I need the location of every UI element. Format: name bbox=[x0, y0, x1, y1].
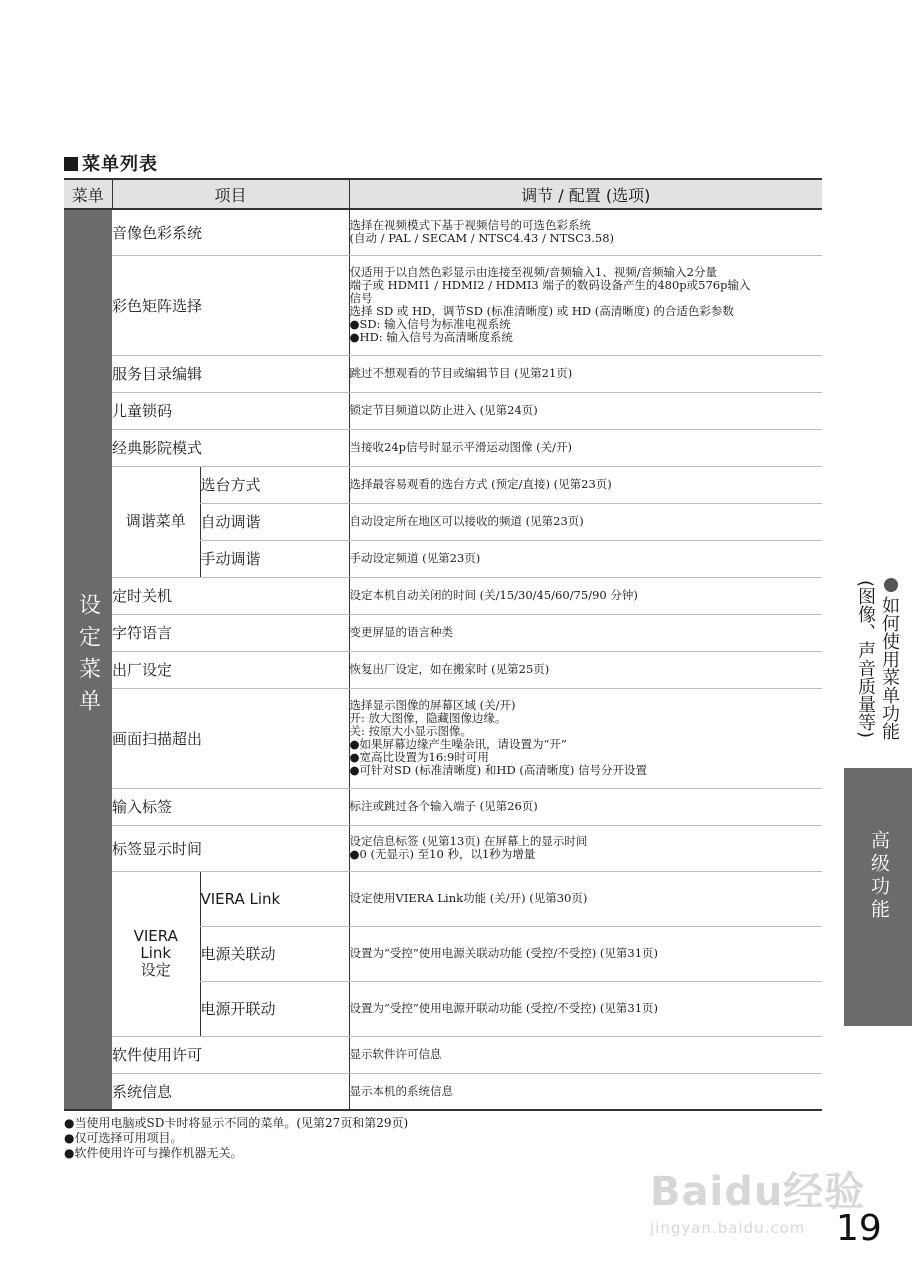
description-line: ●可针对SD (标准清晰度) 和HD (高清晰度) 信号分开设置 bbox=[349, 763, 647, 777]
menu-item: 输入标签 bbox=[112, 788, 349, 825]
menu-item: 彩色矩阵选择 bbox=[112, 255, 349, 355]
side-title-line1: 如何使用菜单功能 bbox=[879, 596, 900, 740]
description-line: 选择 SD 或 HD，调节SD (标准清晰度) 或 HD (高清晰度) 的合适色彩参数 bbox=[349, 304, 734, 318]
setting-description bbox=[349, 466, 822, 503]
setting-description bbox=[349, 825, 822, 871]
watermark-brand: Baidu经验 bbox=[650, 1169, 866, 1215]
description-line: 信号 bbox=[349, 291, 373, 305]
description-line: 关: 按原大小显示图像。 bbox=[349, 724, 473, 738]
table-row bbox=[64, 651, 822, 688]
description-line: 开: 放大图像，隐藏图像边缘。 bbox=[349, 711, 507, 725]
description-line: ●0 (无显示) 至10 秒，以1秒为增量 bbox=[349, 847, 536, 861]
header-setting: 调节 / 配置 (选项) bbox=[349, 179, 822, 209]
table-row bbox=[64, 788, 822, 825]
menu-item: 儿童锁码 bbox=[112, 392, 349, 429]
table-row bbox=[64, 688, 822, 788]
menu-subitem: 自动调谐 bbox=[200, 503, 349, 540]
description-line: 恢复出厂设定，如在搬家时 (见第25页) bbox=[349, 662, 550, 676]
setting-description bbox=[349, 688, 822, 788]
table-row bbox=[64, 1073, 822, 1110]
footnotes bbox=[64, 1116, 408, 1161]
description-line: 设置为“受控”使用电源关联动功能 (受控/不受控) (见第31页) bbox=[349, 946, 659, 960]
menu-table bbox=[64, 178, 822, 1111]
page-number: 19 bbox=[836, 1208, 882, 1249]
setting-description bbox=[349, 981, 822, 1036]
menu-item: 标签显示时间 bbox=[112, 825, 349, 871]
menu-item: 画面扫描超出 bbox=[112, 688, 349, 788]
setting-description bbox=[349, 926, 822, 981]
setting-description bbox=[349, 614, 822, 651]
menu-item: 出厂设定 bbox=[112, 651, 349, 688]
table-row bbox=[64, 871, 822, 926]
setting-description bbox=[349, 871, 822, 926]
description-line: 选择在视频模式下基于视频信号的可选色彩系统 bbox=[349, 218, 592, 233]
footnote-line: ●仅可选择可用项目。 bbox=[64, 1131, 183, 1145]
table-row bbox=[64, 355, 822, 392]
description-line: 当接收24p信号时显示平滑运动图像 (关/开) bbox=[349, 440, 573, 454]
table-row bbox=[64, 429, 822, 466]
description-line: ●SD: 输入信号为标准电视系统 bbox=[349, 317, 511, 331]
table-header-row bbox=[64, 179, 822, 209]
footnote-line: ●当使用电脑或SD卡时将显示不同的菜单。(见第27页和第29页) bbox=[64, 1116, 409, 1130]
menu-item: 字符语言 bbox=[112, 614, 349, 651]
side-section-tab bbox=[844, 768, 912, 1026]
description-line: ●如果屏幕边缘产生噪杂讯，请设置为“开” bbox=[349, 737, 567, 751]
description-line: 显示软件许可信息 bbox=[349, 1047, 442, 1061]
footnote-line: ●软件使用许可与操作机器无关。 bbox=[64, 1146, 243, 1160]
description-line: 设定信息标签 (见第13页) 在屏幕上的显示时间 bbox=[349, 834, 588, 848]
menu-subitem: 选台方式 bbox=[200, 466, 349, 503]
category-cell bbox=[64, 209, 112, 1110]
description-line: (自动 / PAL / SECAM / NTSC4.43 / NTSC3.58) bbox=[349, 231, 615, 246]
header-menu: 菜单 bbox=[64, 179, 112, 209]
menu-item: 经典影院模式 bbox=[112, 429, 349, 466]
menu-item: 服务目录编辑 bbox=[112, 355, 349, 392]
description-line: 选择显示图像的屏幕区域 (关/开) bbox=[349, 698, 516, 712]
setting-description bbox=[349, 577, 822, 614]
setting-description bbox=[349, 392, 822, 429]
setting-description bbox=[349, 540, 822, 577]
setting-description bbox=[349, 209, 822, 255]
group-label bbox=[112, 871, 200, 1036]
group-label: 调谐菜单 bbox=[112, 466, 200, 577]
description-line: ●宽高比设置为16:9时可用 bbox=[349, 750, 489, 764]
menu-subitem: 电源开联动 bbox=[200, 981, 349, 1036]
table-row bbox=[64, 1036, 822, 1073]
group-label-line: VIERA bbox=[133, 927, 178, 945]
menu-item: 软件使用许可 bbox=[112, 1036, 349, 1073]
description-line: 仅适用于以自然色彩显示由连接至视频/音频输入1、视频/音频输入2分量 bbox=[349, 265, 717, 279]
description-line: 手动设定频道 (见第23页) bbox=[349, 551, 481, 565]
watermark-url: jingyan.baidu.com bbox=[650, 1219, 806, 1237]
menu-subitem: VIERA Link bbox=[200, 871, 349, 926]
description-line: 锁定节目频道以防止进入 (见第24页) bbox=[349, 403, 538, 417]
setting-description bbox=[349, 1073, 822, 1110]
table-row bbox=[64, 825, 822, 871]
table-body bbox=[64, 209, 822, 1110]
menu-item: 音像色彩系统 bbox=[112, 209, 349, 255]
description-line: 自动设定所在地区可以接收的频道 (见第23页) bbox=[349, 514, 584, 528]
menu-subitem: 电源关联动 bbox=[200, 926, 349, 981]
setting-description bbox=[349, 429, 822, 466]
menu-subitem: 手动调谐 bbox=[200, 540, 349, 577]
table-row bbox=[64, 614, 822, 651]
table-row bbox=[64, 577, 822, 614]
square-bullet-icon bbox=[64, 157, 78, 171]
section-heading: 菜单列表 bbox=[64, 150, 158, 176]
menu-item: 定时关机 bbox=[112, 577, 349, 614]
circle-bullet-icon bbox=[884, 578, 898, 592]
description-line: 跳过不想观看的节目或编辑节目 (见第21页) bbox=[349, 366, 573, 380]
group-label-line: Link bbox=[140, 944, 172, 962]
setting-description bbox=[349, 255, 822, 355]
side-chapter-title bbox=[844, 578, 912, 768]
description-line: 显示本机的系统信息 bbox=[349, 1083, 454, 1098]
watermark bbox=[650, 1160, 865, 1237]
table-row bbox=[64, 255, 822, 355]
group-label-line: 设定 bbox=[140, 961, 171, 979]
side-tab-label: 高级功能 bbox=[868, 830, 890, 922]
table-row bbox=[64, 392, 822, 429]
setting-description bbox=[349, 503, 822, 540]
setting-description bbox=[349, 1036, 822, 1073]
header-item: 项目 bbox=[112, 179, 349, 209]
description-line: 标注或跳过各个输入端子 (见第26页) bbox=[349, 799, 538, 813]
setting-description bbox=[349, 355, 822, 392]
description-line: 设定使用VIERA Link功能 (关/开) (见第30页) bbox=[349, 891, 588, 905]
setting-description bbox=[349, 788, 822, 825]
setting-description bbox=[349, 651, 822, 688]
menu-item: 系统信息 bbox=[112, 1073, 349, 1110]
description-line: 设置为“受控”使用电源开联动功能 (受控/不受控) (见第31页) bbox=[349, 1001, 659, 1015]
description-line: 变更屏显的语言种类 bbox=[349, 625, 454, 639]
category-label: 设定菜单 bbox=[75, 592, 101, 721]
description-line: 选择最容易观看的选台方式 (预定/直接) (见第23页) bbox=[349, 477, 612, 491]
table-row bbox=[64, 466, 822, 503]
description-line: ●HD: 输入信号为高清晰度系统 bbox=[349, 330, 513, 344]
side-title-line2: (图像、声音质量等) bbox=[855, 580, 876, 739]
table-row bbox=[64, 209, 822, 255]
description-line: 端子或 HDMI1 / HDMI2 / HDMI3 端子的数码设备产生的480p或576p输入 bbox=[349, 278, 751, 292]
description-line: 设定本机自动关闭的时间 (关/15/30/45/60/75/90 分钟) bbox=[349, 588, 638, 602]
